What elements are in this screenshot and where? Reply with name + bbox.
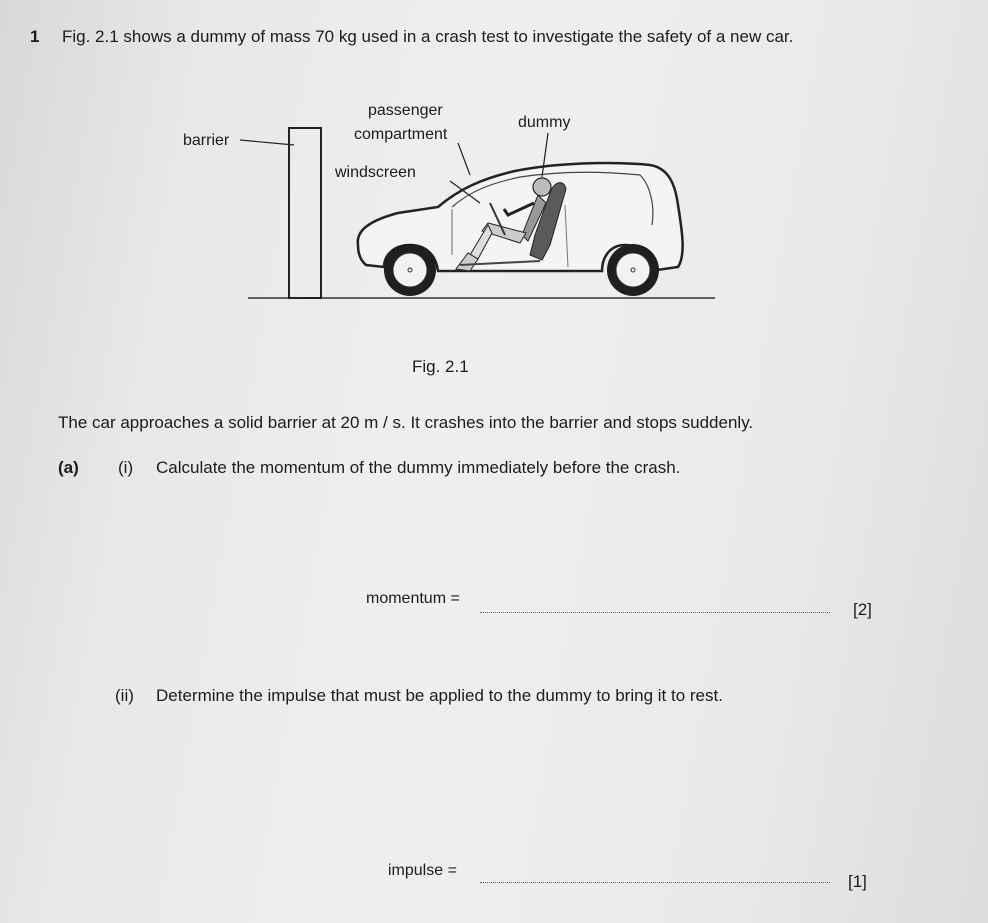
label-windscreen: windscreen bbox=[335, 164, 416, 181]
barrier-pointer bbox=[240, 140, 294, 145]
impulse-answer-label: impulse = bbox=[388, 862, 457, 879]
momentum-answer-label: momentum = bbox=[366, 590, 460, 607]
passenger-pointer bbox=[458, 143, 470, 175]
momentum-answer-line[interactable] bbox=[480, 612, 830, 613]
front-wheel bbox=[384, 244, 436, 296]
sub-question-i-text: Calculate the momentum of the dummy immediately before the crash. bbox=[156, 458, 681, 477]
crash-test-figure bbox=[170, 95, 730, 310]
intro-text: The car approaches a solid barrier at 20 m / s. It crashes into the barrier and stops suddenly. bbox=[58, 413, 754, 432]
sub-question-ii-label: (ii) bbox=[115, 686, 134, 705]
question-number: 1 bbox=[30, 27, 40, 46]
part-a-label: (a) bbox=[58, 458, 79, 477]
rear-wheel bbox=[607, 244, 659, 296]
label-passenger: passenger bbox=[368, 102, 443, 119]
sub-question-ii-text: Determine the impulse that must be applied to the dummy to bring it to rest. bbox=[156, 686, 723, 705]
sub-question-i-label: (i) bbox=[118, 458, 134, 477]
question-stem: Fig. 2.1 shows a dummy of mass 70 kg used in a crash test to investigate the safety of a new car. bbox=[62, 27, 794, 46]
impulse-answer-line[interactable] bbox=[480, 882, 830, 883]
figure-caption: Fig. 2.1 bbox=[412, 357, 469, 376]
barrier-block bbox=[289, 128, 321, 298]
marks-i: [2] bbox=[853, 600, 872, 619]
label-barrier: barrier bbox=[183, 132, 230, 149]
label-dummy: dummy bbox=[518, 114, 571, 131]
marks-ii: [1] bbox=[848, 872, 867, 891]
label-compartment: compartment bbox=[354, 126, 448, 143]
